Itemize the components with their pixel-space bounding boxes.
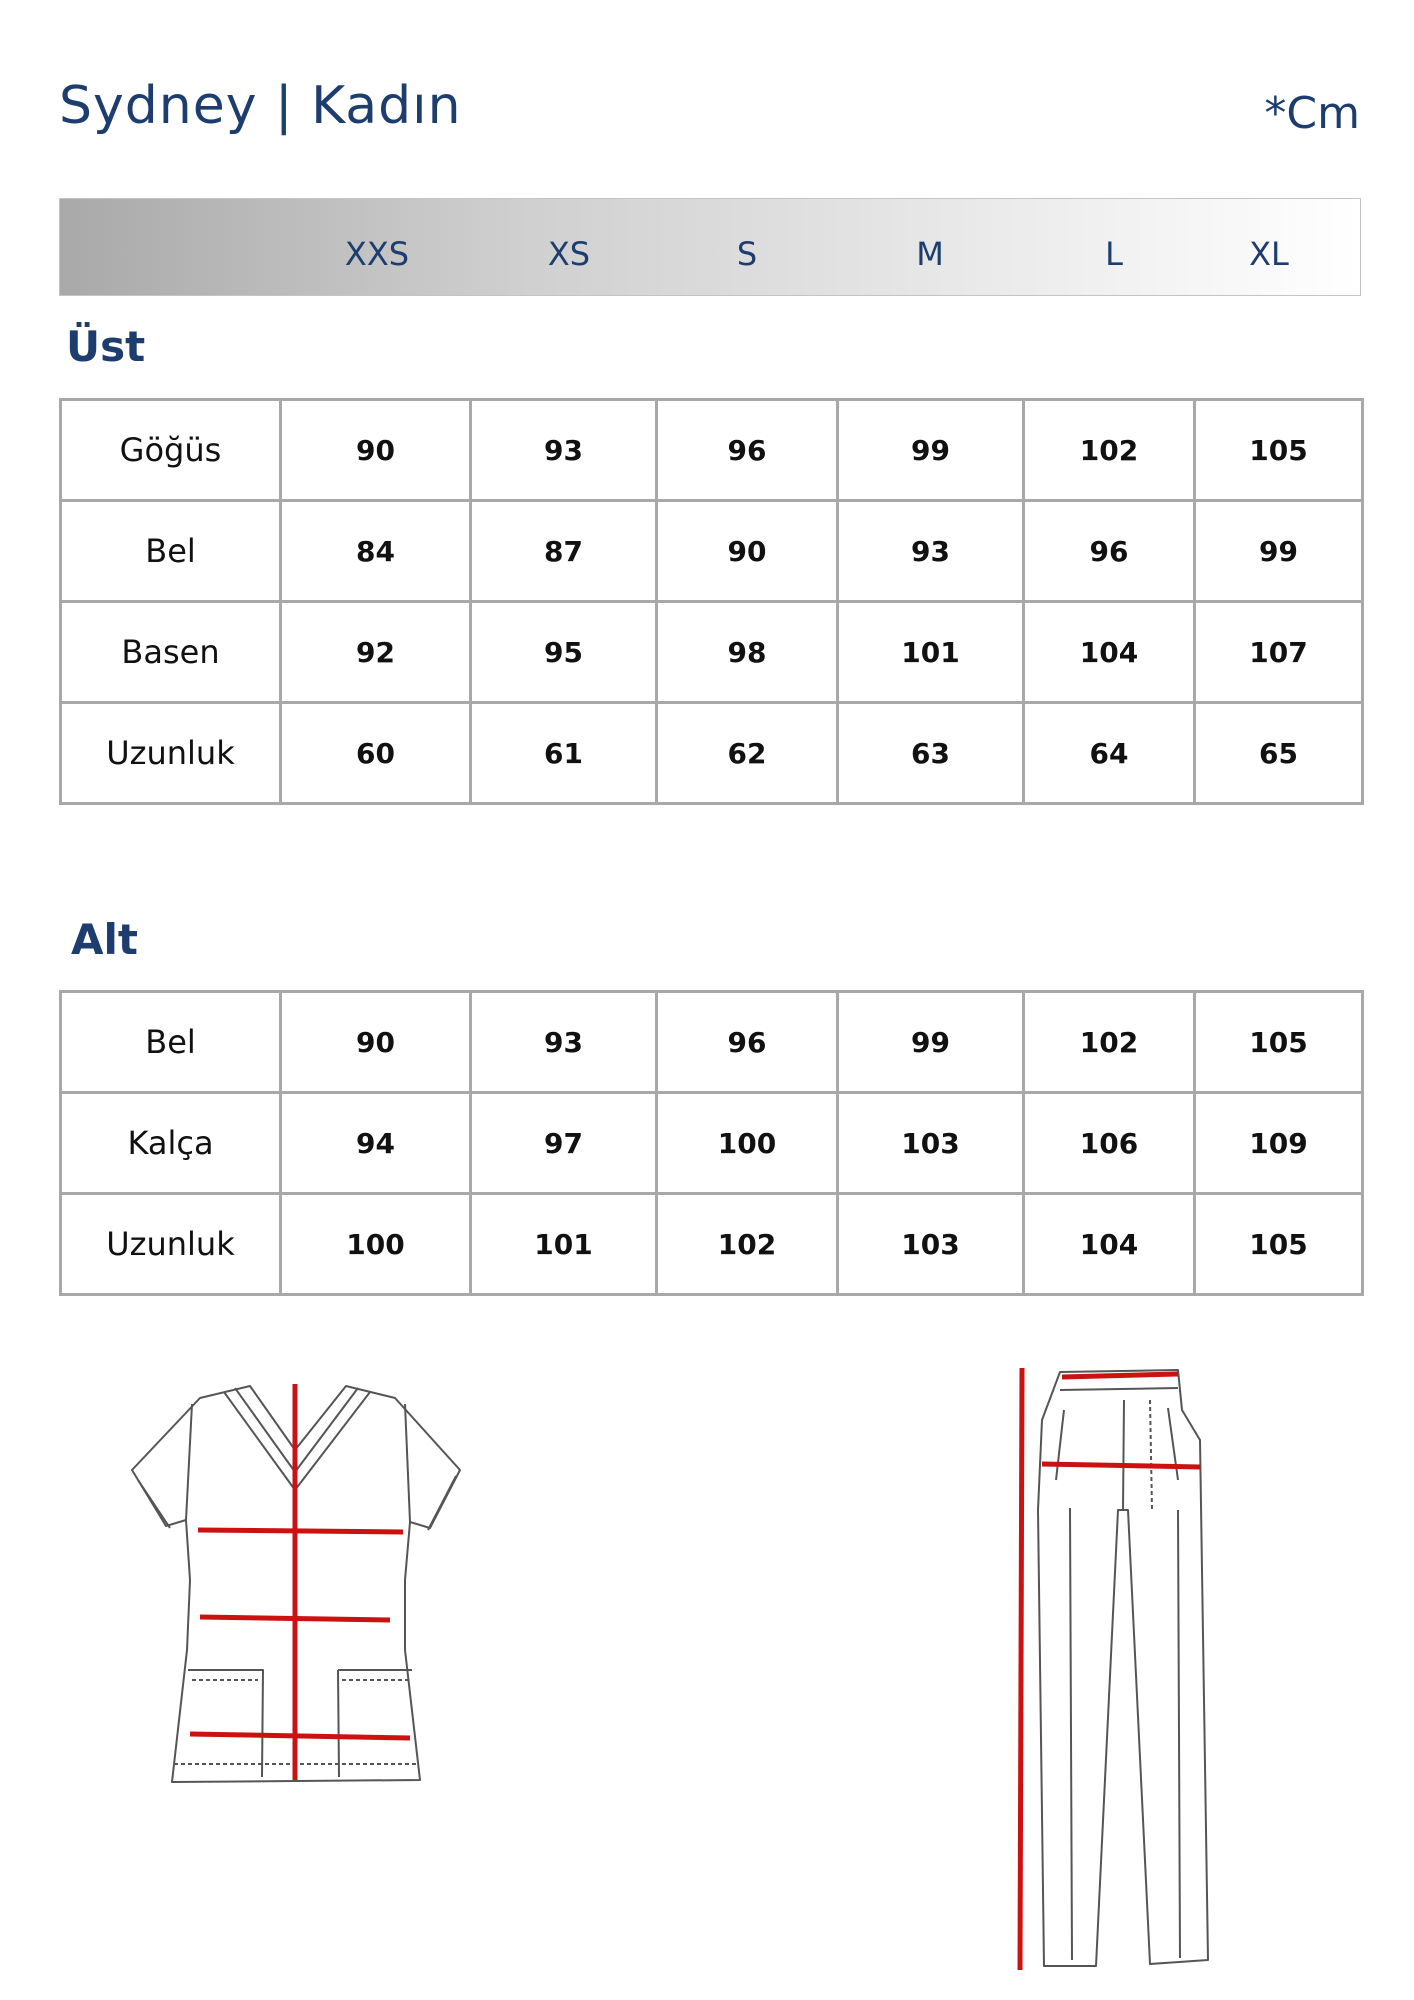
table-cell: 95 — [471, 602, 657, 703]
table-cell: 62 — [657, 703, 838, 804]
table-cell: 65 — [1195, 703, 1363, 804]
bottom-size-table — [59, 990, 1364, 1296]
section-title-top: Üst — [66, 322, 146, 371]
table-cell: 106 — [1024, 1093, 1195, 1194]
scrub-top-illustration — [120, 1380, 480, 1800]
row-label: Bel — [61, 501, 281, 602]
table-cell: 101 — [838, 602, 1024, 703]
size-label-xl: XL — [1249, 235, 1289, 273]
table-cell: 105 — [1195, 400, 1363, 501]
table-row — [61, 703, 1363, 804]
table-cell: 103 — [838, 1194, 1024, 1295]
table-cell: 107 — [1195, 602, 1363, 703]
table-row — [61, 1194, 1363, 1295]
table-cell: 100 — [281, 1194, 471, 1295]
table-row — [61, 992, 1363, 1093]
row-label: Göğüs — [61, 400, 281, 501]
unit-label: *Cm — [1264, 88, 1360, 139]
row-label: Basen — [61, 602, 281, 703]
table-cell: 99 — [838, 992, 1024, 1093]
table-cell: 100 — [657, 1093, 838, 1194]
table-cell: 105 — [1195, 992, 1363, 1093]
table-cell: 103 — [838, 1093, 1024, 1194]
table-cell: 60 — [281, 703, 471, 804]
table-cell: 101 — [471, 1194, 657, 1295]
top-size-table — [59, 398, 1364, 805]
table-row — [61, 602, 1363, 703]
table-cell: 109 — [1195, 1093, 1363, 1194]
table-cell: 96 — [657, 992, 838, 1093]
table-cell: 90 — [281, 992, 471, 1093]
table-row — [61, 400, 1363, 501]
table-cell: 105 — [1195, 1194, 1363, 1295]
table-cell: 87 — [471, 501, 657, 602]
table-cell: 99 — [838, 400, 1024, 501]
table-cell: 98 — [657, 602, 838, 703]
table-cell: 96 — [657, 400, 838, 501]
row-label: Uzunluk — [61, 703, 281, 804]
page-title: Sydney | Kadın — [59, 76, 462, 136]
table-cell: 96 — [1024, 501, 1195, 602]
table-row — [61, 501, 1363, 602]
size-label-s: S — [736, 235, 758, 273]
size-header-band — [59, 198, 1361, 296]
row-label: Uzunluk — [61, 1194, 281, 1295]
size-label-xxs: XXS — [344, 235, 410, 273]
table-cell: 102 — [657, 1194, 838, 1295]
table-cell: 64 — [1024, 703, 1195, 804]
table-cell: 63 — [838, 703, 1024, 804]
row-label: Bel — [61, 992, 281, 1093]
table-cell: 94 — [281, 1093, 471, 1194]
table-cell: 99 — [1195, 501, 1363, 602]
table-cell: 84 — [281, 501, 471, 602]
section-title-bottom: Alt — [71, 915, 138, 964]
table-cell: 93 — [838, 501, 1024, 602]
size-label-m: M — [916, 235, 944, 273]
size-label-l: L — [1105, 235, 1123, 273]
table-cell: 104 — [1024, 602, 1195, 703]
table-cell: 102 — [1024, 400, 1195, 501]
table-cell: 104 — [1024, 1194, 1195, 1295]
table-cell: 97 — [471, 1093, 657, 1194]
table-cell: 90 — [281, 400, 471, 501]
table-cell: 61 — [471, 703, 657, 804]
size-label-xs: XS — [547, 235, 591, 273]
table-cell: 102 — [1024, 992, 1195, 1093]
table-cell: 93 — [471, 992, 657, 1093]
table-cell: 93 — [471, 400, 657, 501]
table-row — [61, 1093, 1363, 1194]
row-label: Kalça — [61, 1093, 281, 1194]
table-cell: 92 — [281, 602, 471, 703]
scrub-pants-illustration — [1000, 1360, 1230, 1980]
table-cell: 90 — [657, 501, 838, 602]
